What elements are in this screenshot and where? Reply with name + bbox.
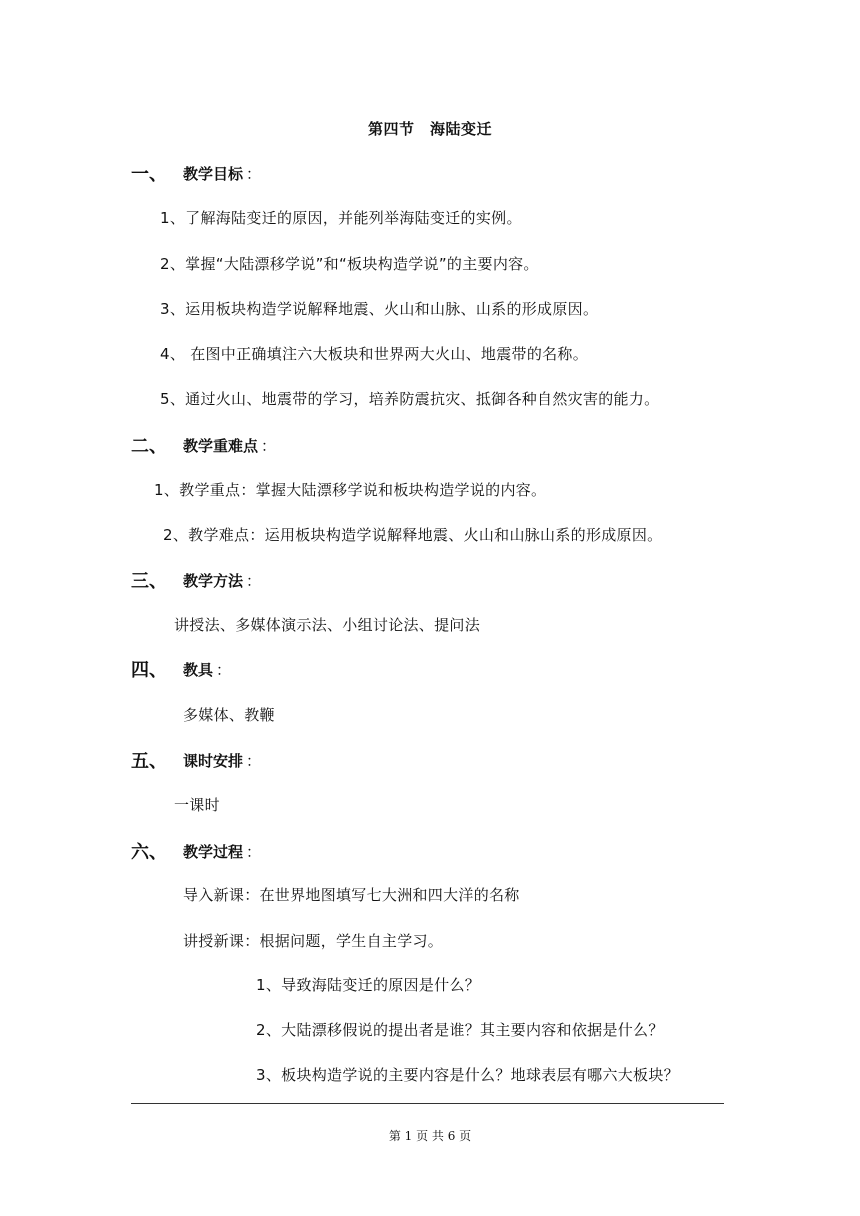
goal-item: 5、通过火山、地震带的学习，培养防震抗灾、抵御各种自然灾害的能力。 [160, 390, 660, 408]
process-lecture: 讲授新课：根据问题，学生自主学习。 [183, 932, 444, 950]
section-colon: ： [246, 571, 262, 590]
section-number: 二、 [131, 436, 167, 457]
section-colon: ： [261, 436, 277, 455]
methods-text: 讲授法、多媒体演示法、小组讨论法、提问法 [174, 616, 481, 634]
section-label: 教学重难点 [183, 436, 259, 455]
footer-divider [131, 1103, 724, 1104]
section-label: 教学过程 [183, 842, 244, 861]
process-question: 1、导致海陆变迁的原因是什么？ [256, 976, 481, 994]
goal-item: 4、 在图中正确填注六大板块和世界两大火山、地震带的名称。 [160, 345, 589, 363]
section-heading-tools [131, 657, 231, 681]
page-footer: 第 1 页 共 6 页 [388, 1129, 472, 1143]
process-intro: 导入新课：在世界地图填写七大洲和四大洋的名称 [183, 886, 520, 904]
goal-item: 3、运用板块构造学说解释地震、火山和山脉、山系的形成原因。 [160, 300, 599, 318]
section-heading-goals [131, 161, 261, 185]
section-colon: ： [246, 751, 262, 770]
section-label: 教学目标 [183, 164, 244, 183]
section-colon: ： [216, 660, 232, 679]
section-colon: ： [246, 842, 262, 861]
goal-item: 1、了解海陆变迁的原因，并能列举海陆变迁的实例。 [160, 209, 522, 227]
section-colon: ： [246, 164, 262, 183]
section-label: 教具 [183, 660, 214, 679]
key-point-item: 1、教学重点：掌握大陆漂移学说和板块构造学说的内容。 [154, 481, 547, 499]
process-question: 2、大陆漂移假说的提出者是谁？其主要内容和依据是什么？ [256, 1021, 664, 1039]
tools-text: 多媒体、教鞭 [183, 706, 275, 724]
key-point-item: 2、教学难点：运用板块构造学说解释地震、火山和山脉山系的形成原因。 [163, 526, 663, 544]
section-number: 六、 [131, 842, 167, 863]
section-heading-key-points [131, 433, 276, 457]
section-number: 三、 [131, 571, 167, 592]
section-label: 教学方法 [183, 571, 244, 590]
process-question: 3、板块构造学说的主要内容是什么？地球表层有哪六大板块？ [256, 1066, 679, 1084]
hours-text: 一课时 [174, 796, 220, 814]
goal-item: 2、掌握“大陆漂移学说”和“板块构造学说”的主要内容。 [160, 255, 539, 273]
section-heading-methods [131, 568, 261, 592]
section-number: 一、 [131, 164, 167, 185]
document-title: 第四节 海陆变迁 [367, 120, 492, 138]
section-number: 四、 [131, 660, 167, 681]
section-label: 课时安排 [183, 751, 244, 770]
section-heading-hours [131, 748, 261, 772]
section-number: 五、 [131, 751, 167, 772]
section-heading-process [131, 839, 261, 863]
